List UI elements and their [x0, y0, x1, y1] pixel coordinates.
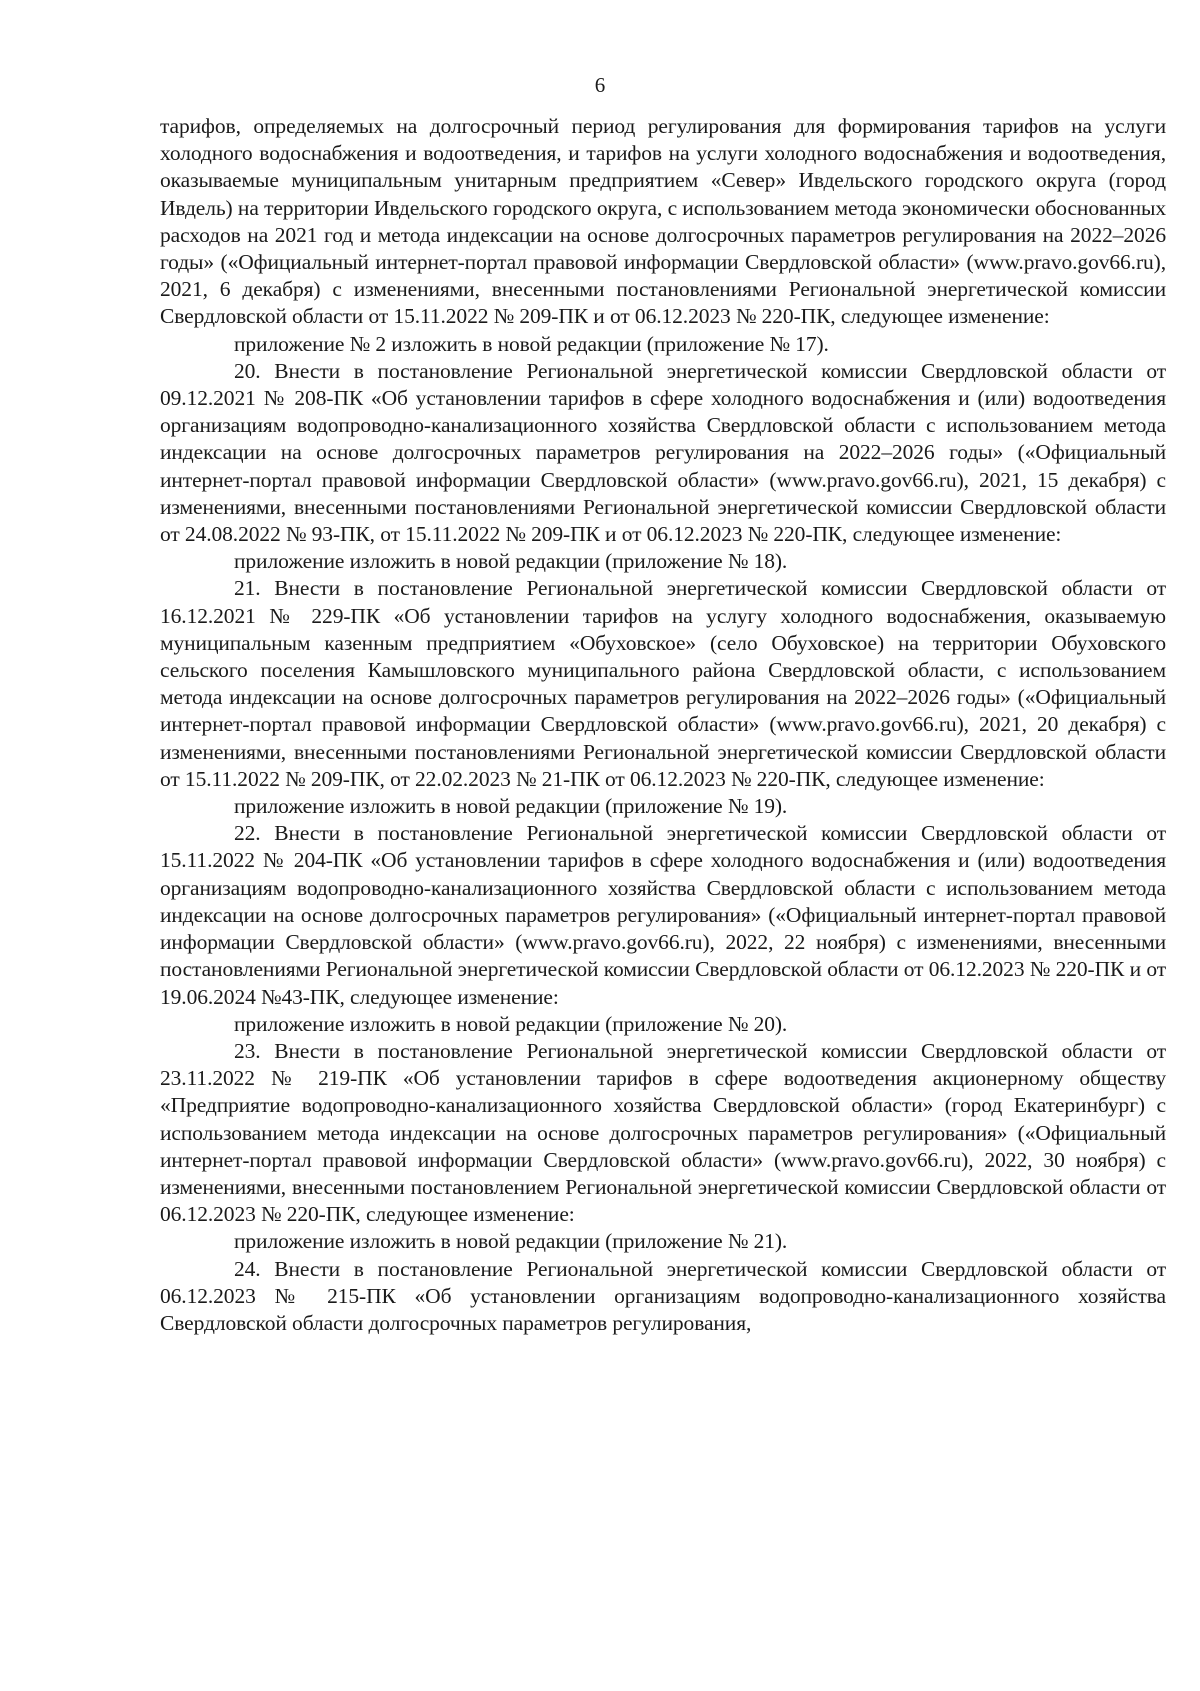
paragraph-item-22: 22. Внести в постановление Региональной энергетической комиссии Свердловской области от 15.11.2022 № 204-ПК «Об установлении тарифов в сфере холодного водоснабжения и (или) водоотведения организациям водопроводно-канализационного хозяйства Свердловской области с использованием метода индексации на основе долгосрочных параметров регулирования» («Официальный интернет-портал правовой информации Свердловской области» (www.pravo.gov66.ru), 2022, 22 ноября) с изменениями, внесенными постановлениями Региональной энергетической комиссии Свердловской области от 06.12.2023 № 220-ПК и от 19.06.2024 №43-ПК, следующее изменение: [160, 821, 1166, 1009]
paragraph-item-23: 23. Внести в постановление Региональной энергетической комиссии Свердловской области от 23.11.2022 № 219-ПК «Об установлении тарифов в сфере водоотведения акционерному обществу «Предприятие водопроводно-канализационного хозяйства Свердловской области» (город Екатеринбург) с использованием метода индексации на основе долгосрочных параметров регулирования» («Официальный интернет-портал правовой информации Свердловской области» (www.pravo.gov66.ru), 2022, 30 ноября) с изменениями, внесенными постановлением Региональной энергетической комиссии Свердловской области от 06.12.2023 № 220-ПК, следующее изменение: [160, 1038, 1166, 1227]
paragraph-item-24: 24. Внести в постановление Региональной энергетической комиссии Свердловской области от 06.12.2023 № 215-ПК «Об установлении организациям водопроводно-канализационного хозяйства Свердловской области долгосрочных параметров регулирования, [160, 1256, 1166, 1335]
paragraph-item-21: 21. Внести в постановление Региональной энергетической комиссии Свердловской области от 16.12.2021 № 229-ПК «Об установлении тарифов на услугу холодного водоснабжения, оказываемую муниципальным казенным предприятием «Обуховское» (село Обуховское) на территории Обуховского сельского поселения Камышловского муниципального района Свердловской области, с использованием метода индексации на основе долгосрочных параметров регулирования на 2022–2026 годы» («Официальный интернет-портал правовой информации Свердловской области» (www.pravo.gov66.ru), 2021, 20 декабря) с изменениями, внесенными постановлениями Региональной энергетической комиссии Свердловской области от 15.11.2022 № 209-ПК, от 22.02.2023 № 21-ПК от 06.12.2023 № 220-ПК, следующее изменение: [160, 576, 1166, 791]
paragraph-continuation: тарифов, определяемых на долгосрочный период регулирования для формирования тарифов на услуги холодного водоснабжения и водоотведения, и тарифов на услуги холодного водоснабжения и водоотведения, оказываемые муниципальным унитарным предприятием «Север» Ивдельского городского округа (город Ивдель) на территории Ивдельского городского округа, с использованием метода экономически обоснованных расходов на 2021 год и метода индексации на основе долгосрочных параметров регулирования на 2022–2026 годы» («Официальный интернет-портал правовой информации Свердловской области» (www.pravo.gov66.ru), 2021, 6 декабря) с изменениями, внесенными постановлениями Региональной энергетической комиссии Свердловской области от 15.11.2022 № 209-ПК и от 06.12.2023 № 220-ПК, следующее изменение: [160, 114, 1166, 329]
paragraph-item-20: 20. Внести в постановление Региональной энергетической комиссии Свердловской области от 09.12.2021 № 208-ПК «Об установлении тарифов в сфере холодного водоснабжения и (или) водоотведения организациям водопроводно-канализационного хозяйства Свердловской области с использованием метода индексации на основе долгосрочных параметров регулирования на 2022–2026 годы» («Официальный интернет-портал правовой информации Свердловской области» (www.pravo.gov66.ru), 2021, 15 декабря) с изменениями, внесенными постановлениями Региональной энергетической комиссии Свердловской области от 24.08.2022 № 93-ПК, от 15.11.2022 № 209-ПК и от 06.12.2023 № 220-ПК, следующее изменение: [160, 358, 1166, 547]
paragraph-amendment-21: приложение изложить в новой редакции (приложение № 21). [234, 1229, 788, 1254]
paragraph-amendment-20: приложение изложить в новой редакции (приложение № 20). [234, 1011, 788, 1036]
page-number: 6 [594, 73, 606, 97]
paragraph-amendment-17: приложение № 2 изложить в новой редакции (приложение № 17). [234, 331, 829, 356]
paragraph-amendment-19: приложение изложить в новой редакции (приложение № 19). [234, 794, 788, 819]
document-body [160, 113, 1166, 1337]
paragraph-amendment-18: приложение изложить в новой редакции (приложение № 18). [234, 549, 788, 574]
